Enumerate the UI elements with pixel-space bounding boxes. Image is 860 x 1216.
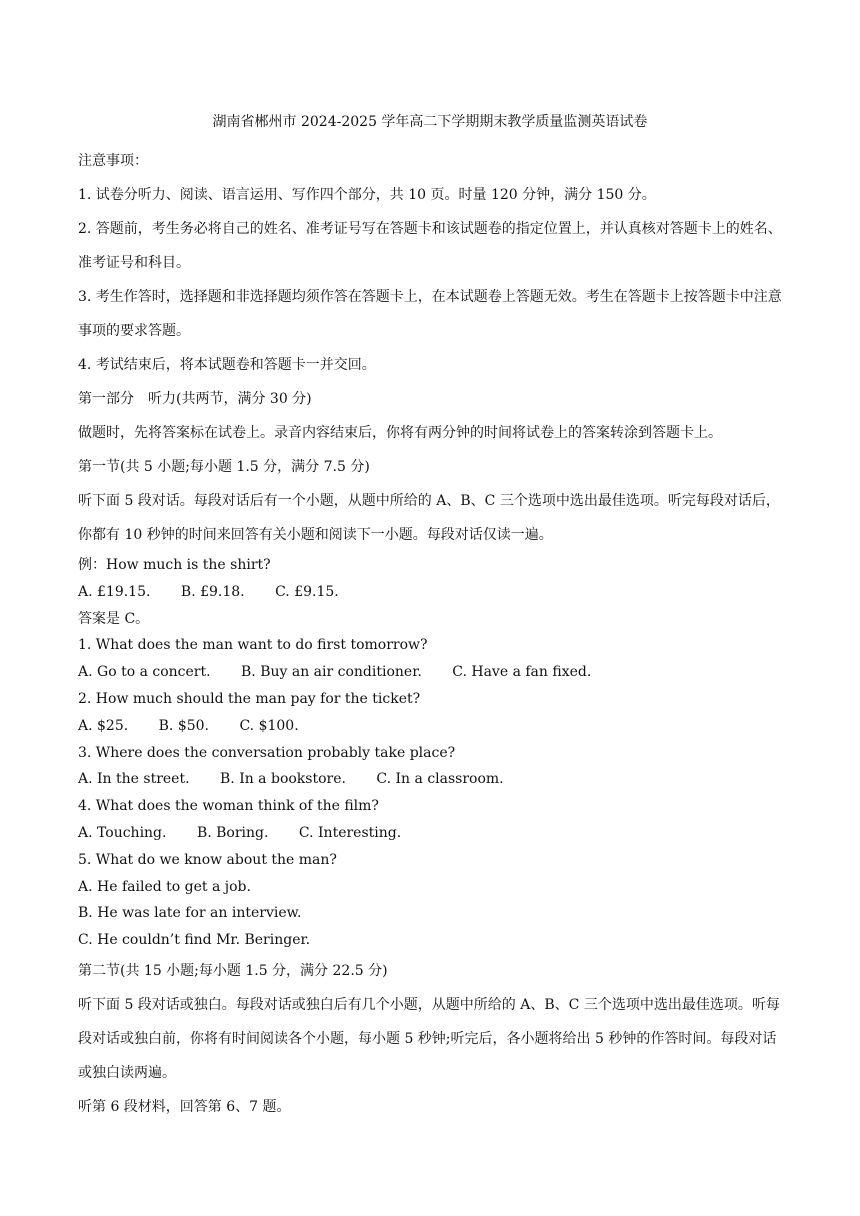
question-3-options bbox=[78, 766, 784, 793]
question-2: 2. How much should the man pay for the ticket? bbox=[78, 690, 421, 707]
notice-1: 1. 试卷分听力、阅读、语言运用、写作四个部分，共 10 页。时量 120 分钟，满分 150 分。 bbox=[78, 187, 656, 203]
section1-heading: 第一节(共 5 小题;每小题 1.5 分，满分 7.5 分) bbox=[78, 459, 370, 475]
section2-heading: 第二节(共 15 小题;每小题 1.5 分，满分 22.5 分) bbox=[78, 962, 388, 979]
q1-option-c: C. Have a fan fixed. bbox=[452, 664, 592, 681]
notice-heading: 注意事项： bbox=[78, 153, 148, 169]
question-1: 1. What does the man want to do first tomorrow? bbox=[78, 637, 428, 654]
example-option-c: C. £9.15. bbox=[275, 583, 339, 600]
example-options bbox=[78, 579, 784, 606]
question-4-options bbox=[78, 820, 784, 847]
q4-option-c: C. Interesting. bbox=[298, 824, 402, 841]
q1-option-a: A. Go to a concert. bbox=[78, 664, 211, 681]
q4-option-a: A. Touching. bbox=[78, 824, 167, 841]
q2-option-a: A. $25. bbox=[78, 717, 129, 734]
q5-option-c: C. He couldn’t find Mr. Beringer. bbox=[78, 932, 311, 949]
example-option-b: B. £9.18. bbox=[180, 583, 245, 600]
example-question: 例：How much is the shirt? bbox=[78, 557, 271, 573]
q2-option-c: C. $100. bbox=[239, 717, 299, 734]
example-answer: 答案是 C。 bbox=[78, 610, 150, 627]
q3-option-a: A. In the street. bbox=[78, 771, 190, 788]
question-4: 4. What does the woman think of the film? bbox=[78, 798, 379, 815]
q4-option-b: B. Boring. bbox=[196, 824, 269, 841]
q3-option-b: B. In a bookstore. bbox=[220, 771, 346, 788]
question-3: 3. Where does the conversation probably take place? bbox=[78, 744, 456, 761]
exam-content bbox=[78, 144, 784, 1124]
question-2-options bbox=[78, 713, 784, 740]
example-option-a: A. £19.15. bbox=[78, 583, 151, 600]
notice-4: 4. 考试结束后，将本试题卷和答题卡一并交回。 bbox=[78, 357, 376, 373]
section1-instruction: 听下面 5 段对话。每段对话后有一个小题，从题中所给的 A、B、C 三个选项中选出最佳选项。听完每段对话后，你都有 10 秒钟的时间来回答有关小题和阅读下一小题。每段对话仅读一遍。 bbox=[78, 493, 780, 543]
question-1-options bbox=[78, 659, 784, 686]
notice-2: 2. 答题前，考生务必将自己的姓名、准考证号写在答题卡和该试题卷的指定位置上，并认真核对答题卡上的姓名、准考证号和科目。 bbox=[78, 221, 782, 271]
q1-option-b: B. Buy an air conditioner. bbox=[241, 664, 422, 681]
part1-instruction: 做题时，先将答案标在试卷上。录音内容结束后，你将有两分钟的时间将试卷上的答案转涂到答题卡上。 bbox=[78, 425, 722, 441]
q3-option-c: C. In a classroom. bbox=[376, 771, 504, 788]
section2-instruction: 听下面 5 段对话或独白。每段对话或独白后有几个小题，从题中所给的 A、B、C 三个选项中选出最佳选项。听每段对话或独白前，你将有时间阅读各个小题，每小题 5 秒钟;听完后，各小题将给出 5 秒钟的作答时间。每段对话或独白读两遍。 bbox=[78, 996, 780, 1081]
q5-option-a: A. He failed to get a job. bbox=[78, 878, 251, 895]
notice-3: 3. 考生作答时，选择题和非选择题均须作答在答题卡上，在本试题卷上答题无效。考生在答题卡上按答题卡中注意事项的要求答题。 bbox=[78, 289, 782, 339]
exam-title: 湖南省郴州市 2024-2025 学年高二下学期期末教学质量监测英语试卷 bbox=[212, 114, 648, 130]
q5-option-b: B. He was late for an interview. bbox=[78, 905, 302, 922]
part1-heading: 第一部分 听力(共两节，满分 30 分) bbox=[78, 391, 312, 407]
material-6-instruction: 听第 6 段材料，回答第 6、7 题。 bbox=[78, 1098, 291, 1115]
question-5: 5. What do we know about the man? bbox=[78, 851, 337, 868]
q2-option-b: B. $50. bbox=[158, 717, 210, 734]
